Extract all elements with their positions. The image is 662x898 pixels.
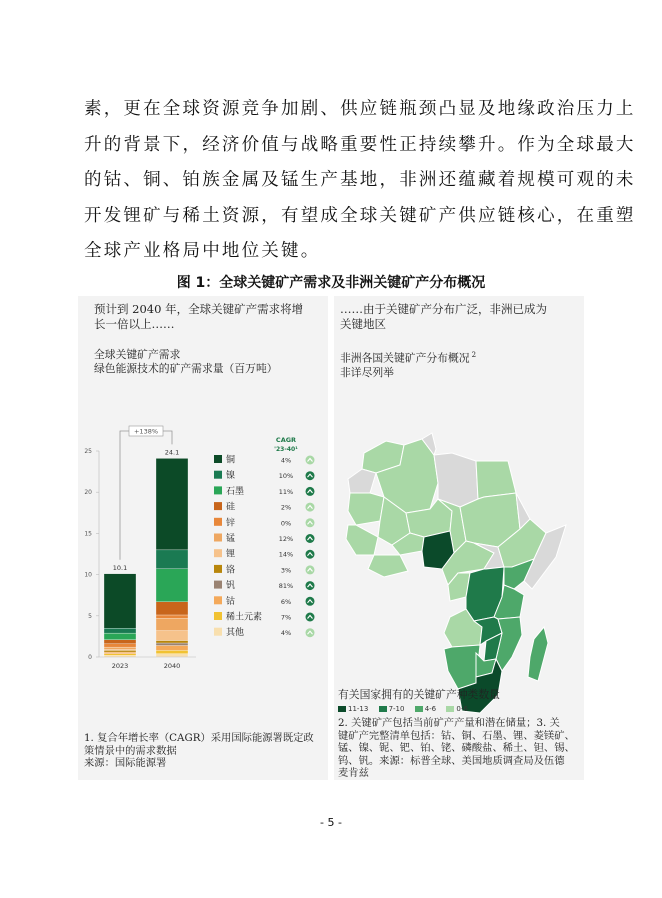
trend-arrow-icon — [306, 534, 315, 543]
legend-swatch — [214, 471, 222, 479]
bar-segment — [156, 602, 188, 615]
trend-arrow-icon — [306, 581, 315, 590]
trend-arrow-icon — [306, 487, 315, 496]
footnote-line: 麦肯兹 — [338, 767, 369, 780]
legend-swatch — [214, 581, 222, 589]
region-madagascar — [528, 627, 548, 681]
legend-cagr: 81% — [278, 582, 294, 591]
demand-headline — [94, 302, 303, 332]
cagr-header-period: '23-40¹ — [274, 446, 298, 453]
paragraph-line: 素，更在全球资源竞争加剧、供应链瓶颈凸显及地缘政治压力上 — [84, 99, 636, 119]
legend-label: 钴 — [226, 596, 236, 607]
legend-cagr: 6% — [280, 597, 292, 606]
legend-label: 铬 — [226, 565, 236, 576]
footnote-line: 2. 关键矿产包括当前矿产产量和潜在储量；3. 关 — [338, 717, 560, 729]
footnote-line: 键矿产完整清单包括：钴、铜、石墨、锂、菱镁矿、 — [338, 729, 575, 742]
headline-line: 预计到 2040 年，全球关键矿产需求将增 — [94, 302, 304, 316]
africa-map — [334, 421, 584, 721]
legend-swatch — [214, 502, 222, 510]
bar-segment — [156, 569, 188, 602]
bar-segment — [104, 640, 136, 644]
trend-arrow-icon — [306, 518, 315, 527]
y-tick-label: 15 — [84, 530, 92, 538]
subtitle-line: 绿色能源技术的矿产需求量（百万吨） — [94, 362, 278, 375]
trend-arrow-icon — [306, 613, 315, 622]
demand-chart — [78, 421, 328, 681]
legend-swatch — [214, 612, 222, 620]
legend-swatch — [214, 518, 222, 526]
bar-segment — [104, 647, 136, 649]
trend-arrow-icon — [306, 550, 315, 559]
legend-swatch — [415, 706, 423, 712]
footnote-line: 来源：国际能源署 — [84, 757, 167, 770]
bar-total-label: 10.1 — [112, 563, 128, 572]
bar-segment — [104, 644, 136, 647]
legend-label: 其他 — [226, 628, 245, 639]
bar-stack-group — [99, 448, 196, 670]
legend-label: 锂 — [226, 549, 236, 560]
legend-swatch — [214, 628, 222, 636]
demand-subtitle — [94, 348, 278, 376]
legend-swatch — [214, 565, 222, 573]
bar-segment — [104, 633, 136, 640]
growth-label: +138% — [133, 427, 159, 436]
legend-label: 镍 — [226, 471, 236, 482]
subtitle-line: 非详尽列举 — [340, 365, 394, 379]
region-cote-divoire-ghana — [368, 555, 408, 577]
region-mauritania — [348, 493, 384, 525]
legend-label: 铜 — [226, 455, 236, 466]
headline-line: 关键地区 — [340, 317, 386, 331]
legend-swatch — [338, 706, 346, 712]
map-legend-item: 0-6 — [446, 705, 467, 713]
footnote-marker: 2 — [471, 351, 477, 359]
legend-cagr: 14% — [278, 550, 294, 559]
legend-swatch — [446, 706, 454, 712]
bar-segment — [104, 628, 136, 633]
bar-segment — [104, 654, 136, 656]
africa-headline — [340, 302, 547, 332]
subtitle-line: 非洲各国关键矿产分布概况 $^2$ — [340, 351, 477, 365]
bar-total-label: 24.1 — [164, 448, 180, 457]
region-namibia — [444, 645, 480, 689]
bar-segment — [156, 650, 188, 653]
legend-label: 钒 — [226, 581, 236, 592]
paragraph-line: 升的背景下，经济价值与战略重要性正持续攀升。作为全球最大 — [84, 134, 636, 155]
cagr-header: CAGR — [275, 436, 297, 444]
paragraph-line: 开发锂矿与稀土资源，有望成全球关键矿产供应链核心，在重塑 — [84, 205, 636, 226]
footnote-line: 1. 复合年增长率（CAGR）采用国际能源署既定政 — [84, 732, 314, 744]
paragraph-line: 全球产业格局中地位关键。 — [84, 241, 321, 261]
legend-cagr: 4% — [280, 456, 292, 465]
bar-segment — [156, 615, 188, 618]
headline-line: 长一倍以上…… — [94, 317, 175, 331]
legend-swatch — [214, 486, 222, 494]
bar-segment — [156, 643, 188, 645]
legend-cagr: 4% — [280, 629, 292, 638]
legend-swatch — [214, 455, 222, 463]
bar-segment — [156, 618, 188, 630]
legend-cagr: 7% — [280, 613, 292, 622]
legend-cagr: 0% — [280, 519, 292, 528]
figure-title: 图 1：全球关键矿产需求及非洲关键矿产分布概况 — [176, 275, 486, 291]
y-tick-label: 20 — [84, 489, 92, 497]
legend-label: 稀土元素 — [226, 612, 263, 623]
paragraph-line: 的钴、铜、铂族金属及锰生产基地，非洲还蕴藏着规模可观的未 — [84, 170, 636, 190]
legend-label: 锰 — [226, 534, 236, 544]
legend-label: 石墨 — [226, 486, 245, 497]
trend-arrow-icon — [306, 503, 315, 512]
trend-arrow-icon — [306, 597, 315, 606]
y-axis — [84, 448, 99, 661]
x-category-label: 2040 — [163, 662, 181, 670]
legend-label: 硅 — [226, 502, 236, 513]
series-legend — [214, 436, 315, 638]
trend-arrow-icon — [306, 628, 315, 637]
headline-line: ……由于关键矿产分布广泛，非洲已成为 — [340, 302, 547, 316]
page-number: - 5 - — [320, 816, 342, 829]
africa-subtitle — [340, 348, 476, 380]
legend-swatch — [214, 596, 222, 604]
legend-swatch — [214, 549, 222, 557]
footnote-line: 锰、镍、铌、钯、铂、铑、磷酸盐、稀土、钽、锡、 — [338, 742, 575, 755]
demand-panel — [78, 296, 328, 780]
legend-swatch — [214, 534, 222, 542]
footnote-line: 策情景中的需求数据 — [84, 744, 177, 757]
bar-segment — [156, 654, 188, 657]
demand-footnote — [84, 732, 314, 770]
bar-segment — [156, 641, 188, 643]
bar-segment — [156, 631, 188, 641]
region-libya — [434, 453, 478, 507]
region-western-sahara — [348, 469, 376, 493]
legend-label: 锌 — [226, 518, 236, 529]
map-legend-item: 11-13 — [338, 705, 368, 713]
legend-cagr: 12% — [278, 535, 294, 543]
legend-cagr: 11% — [278, 487, 294, 496]
map-legend-item: 7-10 — [379, 705, 405, 713]
africa-panel — [334, 296, 584, 780]
bar-segment — [156, 645, 188, 650]
bar-segment — [104, 574, 136, 628]
body-paragraph — [84, 92, 636, 270]
subtitle-line: 全球关键矿产需求 — [94, 348, 181, 361]
bar-segment — [104, 650, 136, 652]
trend-arrow-icon — [306, 456, 315, 465]
africa-footnote — [338, 717, 575, 780]
legend-cagr: 3% — [280, 566, 292, 575]
legend-cagr: 2% — [280, 503, 292, 512]
footnote-line: 钨、钒。来源：标普全球、美国地质调查局及伍德 — [338, 754, 565, 767]
y-tick-label: 25 — [84, 448, 92, 455]
map-legend-item: 4-6 — [415, 705, 436, 713]
map-legend-title: 有关国家拥有的关键矿产种类数量 — [338, 688, 500, 701]
bar-segment — [156, 550, 188, 569]
y-tick-label: 10 — [84, 571, 92, 579]
legend-swatch — [379, 706, 387, 712]
bar-segment — [104, 652, 136, 654]
legend-cagr: 10% — [278, 472, 294, 481]
bar-segment — [156, 458, 188, 549]
y-tick-label: 5 — [88, 612, 92, 620]
x-category-label: 2023 — [111, 662, 129, 670]
y-tick-label: 0 — [88, 654, 92, 661]
trend-arrow-icon — [306, 471, 315, 480]
map-legend — [338, 705, 476, 713]
region-senegal-guinea — [346, 525, 378, 555]
trend-arrow-icon — [306, 565, 315, 574]
